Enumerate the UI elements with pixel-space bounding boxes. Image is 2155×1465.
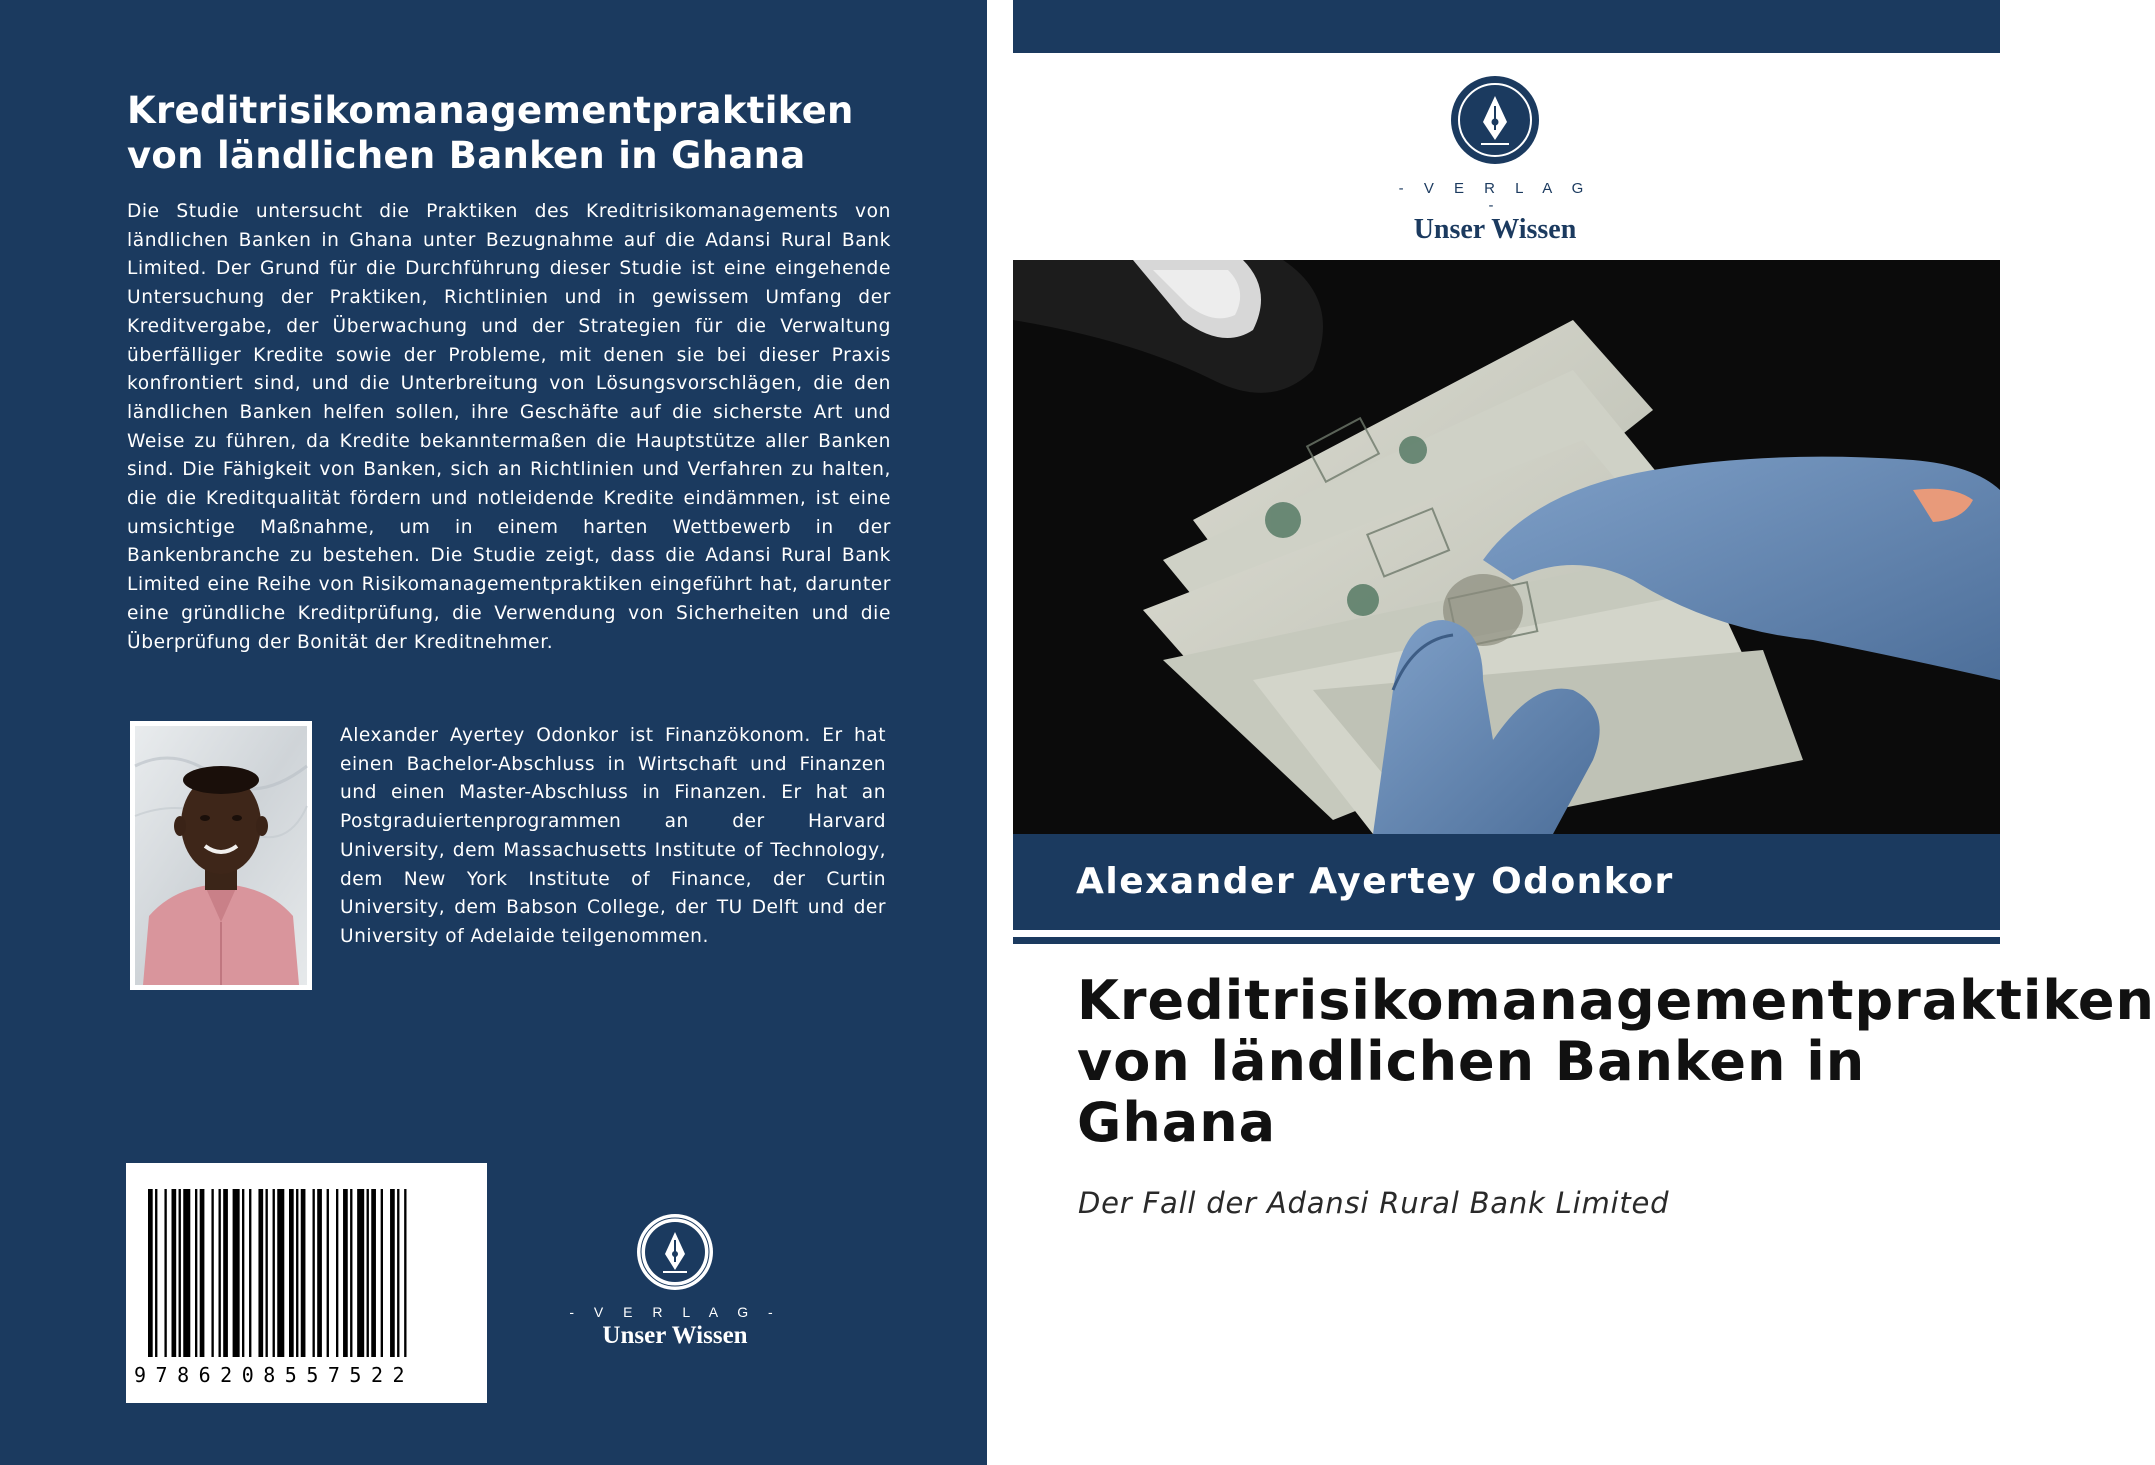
back-publisher-name: Unser Wissen [602,1322,748,1349]
barcode-bar [266,1189,268,1357]
barcode-bar [164,1189,166,1357]
isbn-barcode [126,1163,487,1403]
money-counting-image [1013,260,2000,834]
barcode-bar [223,1189,228,1357]
barcode-bar [148,1189,153,1357]
front-cover-subtitle: Der Fall der Adansi Rural Bank Limited [1078,1186,1670,1220]
barcode-bar [390,1189,395,1357]
barcode-bar [277,1189,284,1357]
barcode-bar [317,1189,322,1357]
barcode-bar [301,1189,306,1357]
author-portrait-image [135,726,307,985]
barcode-bar [155,1189,157,1357]
cover-photo [1013,260,2000,834]
front-publisher-verlag: - V E R L A G - [1398,180,1592,214]
barcode-bar [367,1189,369,1357]
author-photo [130,721,312,990]
back-title-line2: von ländlichen Banken in Ghana [127,134,806,177]
front-divider-rule [1013,937,2000,944]
back-cover-title [127,88,927,178]
barcode-bars [126,1163,487,1363]
barcode-bar [371,1189,376,1357]
front-author-name: Alexander Ayertey Odonkor [1076,861,1674,902]
front-author-band [1013,834,2000,930]
barcode-bar [258,1189,263,1357]
barcode-bar [327,1189,329,1357]
barcode-bar [313,1189,315,1357]
front-top-band [1013,0,2000,53]
barcode-bar [183,1189,190,1357]
back-cover [0,0,987,1465]
barcode-bar [249,1189,251,1357]
barcode-bar [219,1189,221,1357]
isbn-digits: 9786208557522 [134,1363,415,1387]
barcode-bar [242,1189,244,1357]
barcode-bar [172,1189,177,1357]
barcode-bar [343,1189,348,1357]
front-title-line2: von ländlichen Banken in [1077,1030,1866,1093]
back-publisher-verlag: - V E R L A G - [569,1304,781,1320]
front-title-line3: Ghana [1077,1091,1277,1154]
barcode-bar [233,1189,240,1357]
front-publisher-name: Unser Wissen [1413,214,1577,245]
barcode-bar [357,1189,364,1357]
author-biography: Alexander Ayertey Odonkor ist Finanzökonom. Er hat einen Bachelor-Abschluss in Wirtschaft und Finanzen und einen Master-Abschluss in Finanzen. Er hat an Postgraduiertenprogrammen an der Harvard University, dem Massachusetts Institute of Technology, dem New York Institute of Finance, der Curtin University, dem Babson College, der TU Delft und der University of Adelaide teilgenommen. [340,725,886,947]
barcode-bar [404,1189,406,1357]
barcode-bar [289,1189,294,1357]
barcode-bar [179,1189,181,1357]
front-title-line1: Kreditrisikomanagementpraktiken [1077,969,2155,1032]
back-cover-blurb: Die Studie untersucht die Praktiken des Kreditrisikomanagements von ländlichen Banken in Ghana unter Bezugnahme auf die Adansi Rural Bank Limited. Der Grund für die Durchführung dieser Studie ist eine eingehende Untersuchung der Praktiken, Richtlinien und in gewissem Umfang der Kreditvergabe, der Überwachung und der Strategien für die Verwaltung überfälliger Kredite sowie der Probleme, mit denen sie bei dieser Praxis konfrontiert sind, und die Unterbreitung von Lösungsvorschlägen, die den ländlichen Banken helfen sollen, ihre Geschäfte auf die sicherste Art und Weise zu führen, da Kredite bekanntermaßen die Hauptstütze aller Banken sind. Die Fähigkeit von Banken, sich an Richtlinien und Verfahren zu halten, die die Kreditqualität fördern und notleidende Kredite eindämmen, ist eine umsichtige Maßnahme, um in einem harten Wettbewerb in der Bankenbranche zu bestehen. Die Studie zeigt, dass die Adansi Rural Bank Limited eine Reihe von Risikomanagementpraktiken eingeführt hat, darunter eine gründliche Kreditprüfung, die Verwendung von Sicherheiten und die Überprüfung der Bonität der Kreditnehmer. [127,201,891,653]
spine-gap [987,0,1013,1465]
barcode-bar [397,1189,399,1357]
back-publisher-logo [560,1212,790,1350]
barcode-bar [296,1189,298,1357]
barcode-bar [350,1189,352,1357]
back-title-line1: Kreditrisikomanagementpraktiken [127,89,854,132]
front-publisher-logo [1390,74,1600,246]
front-cover-title [1077,969,2155,1154]
barcode-bar [336,1189,338,1357]
pen-nib-emblem-icon [1449,74,1541,166]
barcode-bar [381,1189,383,1357]
barcode-bar [211,1189,213,1357]
barcode-bar [195,1189,197,1357]
barcode-bar [273,1189,275,1357]
pen-nib-emblem-icon [635,1212,715,1292]
barcode-bar [200,1189,205,1357]
